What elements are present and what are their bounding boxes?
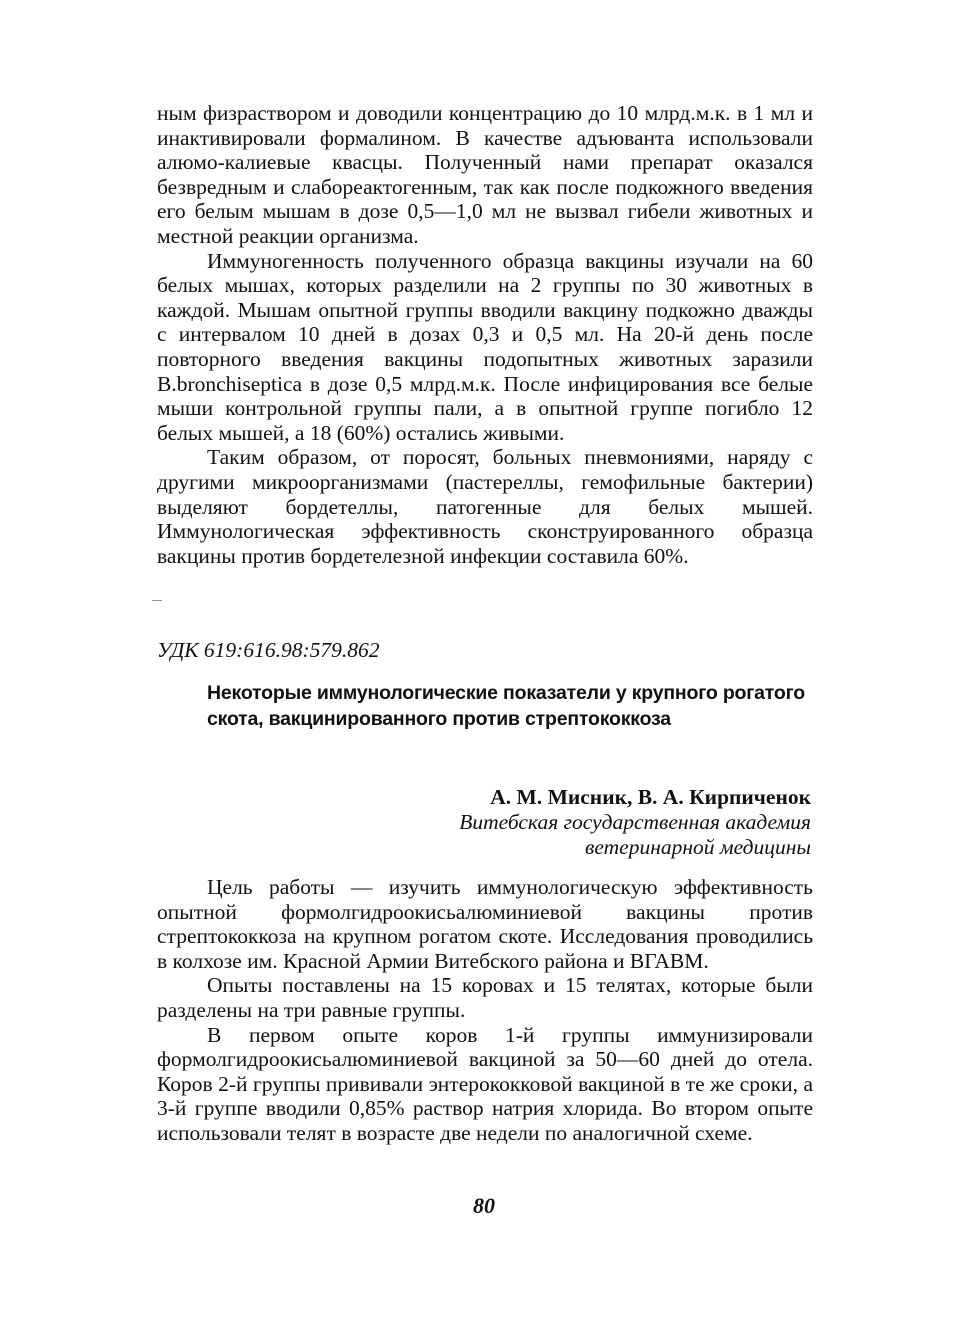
previous-article-conclusion — [157, 101, 813, 568]
paragraph-continuation: ным физраствором и доводили концентрацию до 10 млрд.м.к. в 1 мл и инактивировали формалином. В качестве адъюванта использовали алюмо-калиевые квасцы. Полученный нами препарат оказался безвредным и слабореактогенным, так как после подкожного введения его белым мышам в дозе 0,5—1,0 мл не вызвал гибели животных и местной реакции организма. — [157, 101, 813, 248]
paragraph-conclusion: Таким образом, от поросят, больных пневмониями, наряду с другими микроорганизмами (пастереллы, гемофильные бактерии) выделяют бордетеллы, патогенные для белых мышей. Иммунологическая эффективность сконструированного образца вакцины против бордетелезной инфекции составила 60%. — [157, 445, 813, 568]
author-block — [459, 784, 811, 859]
paragraph-immunogenicity: Иммуногенность полученного образца вакцины изучали на 60 белых мышах, которых разделили на 2 группы по 30 животных в каждой. Мышам опытной группы вводили вакцину подкожно дважды с интервалом 10 дней в дозах 0,3 и 0,5 мл. На 20-й день после повторного введения вакцины подопытных животных заразили B.bronchiseptica в дозе 0,5 млрд.м.к. После инфицирования все белые мыши контрольной группы пали, а в опытной группе погибло 12 белых мышей, а 18 (60%) остались живыми. — [157, 248, 813, 445]
separator-mark — [152, 600, 162, 601]
paragraph-first-experiment: В первом опыте коров 1-й группы иммунизировали формолгидроокисьалюминиевой вакциной за 50—60 дней до отела. Коров 2-й группы прививали энтерококковой вакциной в те же сроки, а 3-й группе вводили 0,85% раствор натрия хлорида. Во втором опыте использовали телят в возрасте две недели по аналогичной схеме. — [157, 1022, 813, 1145]
author-names: А. М. Мисник, В. А. Кирпиченок — [490, 785, 811, 809]
page-number: 80 — [473, 1193, 495, 1218]
affiliation-line-1: Витебская государственная академия — [459, 810, 811, 834]
paragraph-groups: Опыты поставлены на 15 коровах и 15 телятах, которые были разделены на три равные группы. — [157, 973, 813, 1022]
article-title: Некоторые иммунологические показатели у крупного рогатого скота, вакцинированного против стрептококкоза — [207, 682, 805, 730]
affiliation-line-2: ветеринарной медицины — [585, 834, 811, 859]
article-body — [157, 875, 813, 1146]
paragraph-aim: Цель работы — изучить иммунологическую эффективность опытной формолгидроокисьалюминиевой вакцины против стрептококкоза на крупном рогатом скоте. Исследования проводились в колхозе им. Красной Армии Витебского района и ВГАВМ. — [157, 875, 813, 973]
udk-code: УДК 619:616.98:579.862 — [157, 638, 380, 662]
